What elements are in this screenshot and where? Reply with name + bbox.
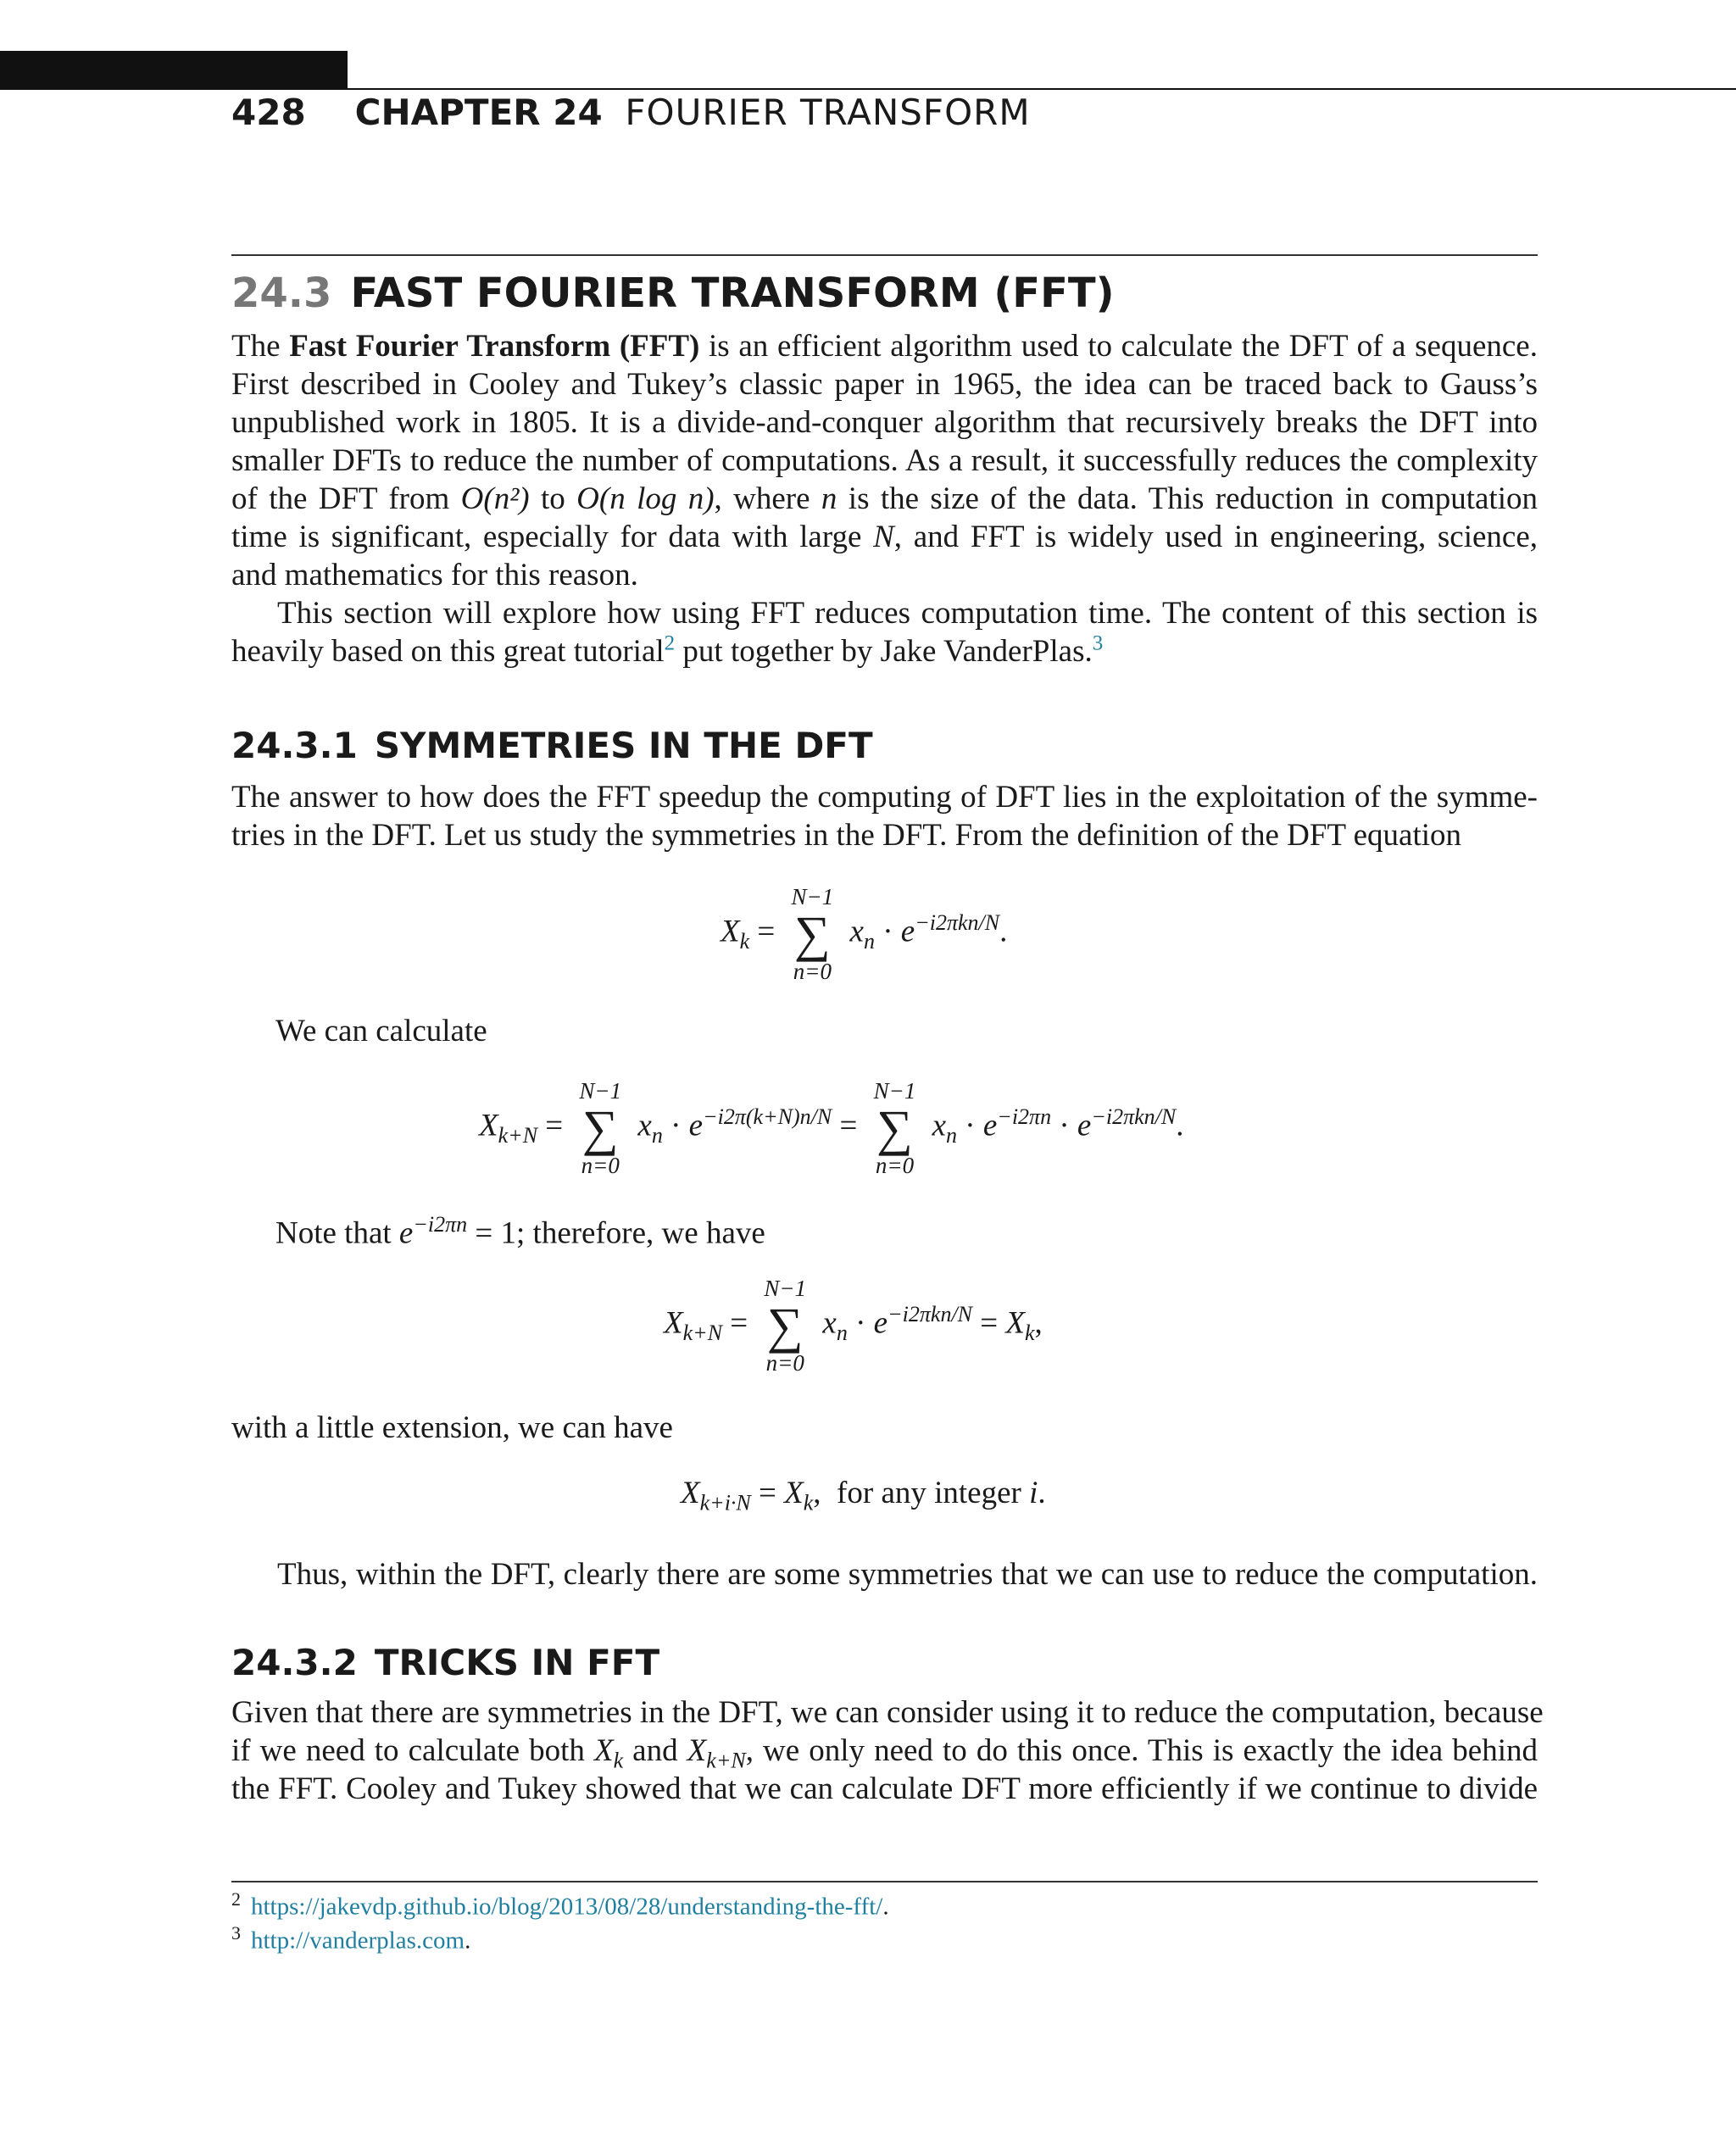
math-symbol: i [1029,1476,1038,1510]
math-exponent: −i2πkn/N [915,910,1000,936]
math-subscript: k [739,928,750,954]
math-operator: · [670,1108,682,1143]
page-number: 428 [231,92,306,133]
footnote-number: 3 [231,1922,241,1944]
math-inline: N [873,520,894,554]
text-line: smaller DFTs to reduce the number of computations. As a result, it successfully reduces the complexity [231,443,1538,478]
subsection-number: 24.3.2 [231,1642,358,1683]
text-run: Note that [275,1215,399,1251]
text-line [231,480,1538,518]
text-line: First described in Cooley and Tukey’s classic paper in 1965, the idea can be traced back to Gauss’s [231,367,1538,402]
math-symbol: x [822,1305,837,1341]
footnote-number: 2 [231,1888,241,1910]
math-symbol: X [687,1733,707,1768]
math-exponent: −i2πkn/N [1091,1104,1177,1130]
sum-lower: n=0 [581,1153,620,1178]
section-title: FAST FOURIER TRANSFORM (FFT) [350,270,1115,317]
math-inline: O(n log n) [576,481,715,516]
text-run: is an efficient algorithm used to calculate the DFT of a sequence. [699,329,1538,364]
summation [792,884,834,984]
math-symbol: e [982,1108,998,1143]
math-operator: · [855,1305,866,1341]
math-punct: , [813,1476,821,1510]
math-symbol: e [873,1305,888,1341]
footnote-rule [231,1881,1538,1882]
math-subscript: k+i·N [699,1490,751,1515]
subsection-title: TRICKS IN FFT [374,1642,660,1683]
text-run: = 1; therefore, we have [475,1215,765,1251]
bold-term: Fast Fourier Transform (FFT) [289,329,700,364]
footnote-ref[interactable]: 2 [664,631,676,655]
subsection-number: 24.3.1 [231,725,358,766]
math-operator: = [980,1305,999,1341]
header-rule [348,88,1736,90]
sum-lower: n=0 [875,1153,915,1178]
text-line: Thus, within the DFT, clearly there are some symmetries that we can use to reduce the computation. [277,1557,1538,1592]
math-punct: . [1176,1108,1184,1143]
footnote-ref[interactable]: 3 [1092,631,1104,655]
math-symbol: e [1077,1108,1092,1143]
sum-upper: N−1 [873,1078,916,1104]
math-symbol: X [593,1733,614,1768]
chapter-title: FOURIER TRANSFORM [625,92,1031,133]
text-line: The answer to how does the FFT speedup the computing of DFT lies in the exploitation of the symme- [231,780,1538,815]
text-run: . [882,1893,889,1921]
math-symbol: e [398,1215,414,1251]
subsection-heading [231,1642,659,1683]
sum-lower: n=0 [793,959,832,984]
symmetry-conclusion [231,1555,1538,1593]
math-symbol: X [681,1476,700,1510]
text-line: and mathematics for this reason. [231,558,638,592]
equation-shifted-index [479,1078,1184,1178]
math-punct: . [999,914,1008,949]
text-run: to [529,481,577,516]
text-run: The [231,329,290,364]
footnote-link[interactable]: https://jakevdp.github.io/blog/2013/08/28/understanding-the-fft/ [251,1893,883,1921]
math-symbol: X [664,1305,683,1341]
text-run: and [623,1733,687,1768]
section-number: 24.3 [231,270,332,317]
text-line: with a little extension, we can have [231,1410,673,1445]
math-operator: = [839,1108,858,1143]
math-symbol: x [849,914,864,949]
sigma-symbol: ∑ [876,1100,913,1156]
sigma-symbol: ∑ [794,906,831,962]
math-symbol: e [688,1108,704,1143]
math-subscript: k [613,1748,624,1773]
math-symbol: e [900,914,915,949]
text-run: of the DFT from [231,481,461,516]
text-line: tries in the DFT. Let us study the symmetries in the DFT. From the definition of the DFT equation [231,818,1462,853]
equation-dft-definition [721,884,1007,984]
footnote [231,1922,470,1955]
text-line [231,1732,1538,1773]
math-operator: = [757,914,776,949]
text-line [231,518,1538,556]
text-line: unpublished work in 1805. It is a divide-and-conquer algorithm that recursively breaks the DFT into [231,405,1538,440]
chapter-label: CHAPTER 24 [354,92,603,133]
math-operator: = [545,1108,564,1143]
intro-paragraph [231,327,1538,670]
text-line [275,1212,765,1251]
summation [579,1078,621,1178]
math-exponent: −i2πkn/N [887,1302,973,1327]
tricks-paragraph [231,1693,1544,1808]
equation-general-periodicity [681,1475,1046,1515]
math-operator: · [965,1108,976,1143]
math-inline: n [821,481,837,516]
math-exponent: −i2πn [413,1212,468,1237]
sigma-symbol: ∑ [766,1298,804,1354]
sum-upper: N−1 [764,1276,807,1301]
math-subscript: n [651,1122,663,1148]
running-header [231,92,1031,133]
sum-upper: N−1 [791,884,834,909]
subsection-title: SYMMETRIES IN THE DFT [374,725,873,766]
math-subscript: k+N [682,1320,723,1345]
section-heading [231,270,1115,317]
text-line: the FFT. Cooley and Tukey showed that we can calculate DFT more efficiently if we continue to divide [231,1771,1538,1806]
math-operator: · [882,914,893,949]
math-subscript: n [946,1122,958,1148]
sum-lower: n=0 [765,1350,804,1376]
math-subscript: k [803,1490,814,1515]
section-rule [231,254,1538,256]
math-symbol: X [479,1108,498,1143]
math-inline: O(n²) [460,481,530,516]
text-line: We can calculate [275,1014,487,1048]
footnote [231,1888,889,1921]
text-line: This section will explore how using FFT reduces computation time. The content of this section is [277,596,1538,631]
math-symbol: X [784,1476,804,1510]
math-operator: = [730,1305,748,1341]
subsection-heading [231,725,873,766]
math-subscript: k [1025,1320,1035,1345]
math-exponent: −i2πn [997,1104,1052,1130]
math-symbol: x [932,1108,947,1143]
math-symbol: X [1005,1305,1025,1341]
text-run: is the size of the data. This reduction in computation [837,481,1538,516]
math-subscript: k+N [706,1748,746,1773]
symmetry-paragraph [231,778,1538,854]
equation-periodicity [664,1276,1043,1376]
math-text: for any integer [837,1476,1021,1510]
text-run: if we need to calculate both [231,1733,594,1768]
text-line [231,632,1538,670]
footnote-link[interactable]: http://vanderplas.com [251,1927,465,1955]
header-black-bar [0,51,348,90]
math-subscript: k+N [498,1122,538,1148]
math-subscript: n [863,928,875,954]
math-punct: . [1038,1476,1046,1510]
text-run: . [465,1927,471,1955]
sigma-symbol: ∑ [581,1100,619,1156]
text-run: , and FFT is widely used in engineering, science, [893,520,1538,554]
text-run: , we only need to do this once. This is exactly the idea behind [745,1733,1538,1768]
math-punct: , [1034,1305,1043,1341]
text-line [231,327,1538,365]
math-exponent: −i2π(k+N)n/N [703,1104,832,1130]
text-run: heavily based on this great tutorial [231,634,665,669]
text-line: Given that there are symmetries in the DFT, we can consider using it to reduce the computation, because [231,1695,1544,1730]
text-run: put together by Jake VanderPlas. [675,634,1093,669]
math-symbol: x [637,1108,652,1143]
text-run: time is significant, especially for data with large [231,520,874,554]
text-run: , where [714,481,821,516]
math-operator: · [1059,1108,1070,1143]
math-subscript: n [836,1320,848,1345]
math-operator: = [759,1476,776,1510]
summation [874,1078,916,1178]
math-symbol: X [721,914,740,949]
summation [764,1276,806,1376]
sum-upper: N−1 [579,1078,622,1104]
